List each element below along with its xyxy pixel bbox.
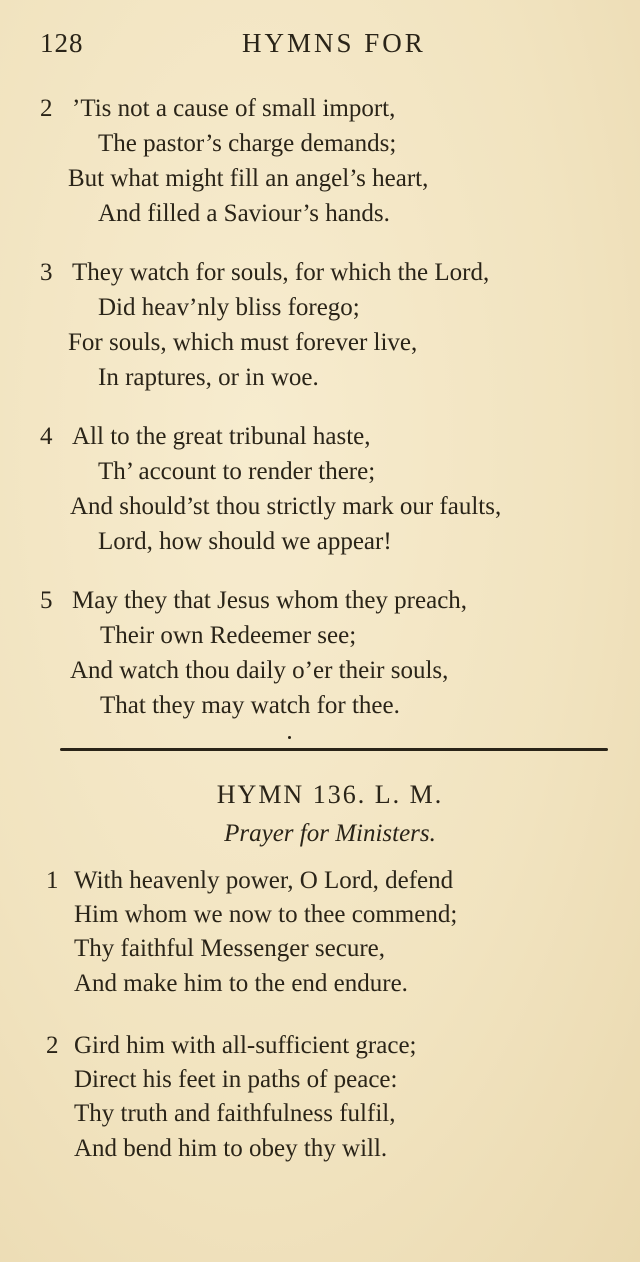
verse-line: In raptures, or in woe. — [98, 364, 319, 391]
verse-line: And filled a Saviour’s hands. — [98, 200, 390, 227]
verse-line: And make him to the end endure. — [74, 970, 408, 997]
verse-line: That they may watch for thee. — [100, 692, 400, 719]
stanza-number: 4 — [40, 423, 53, 450]
verse-line: All to the great tribunal haste, — [72, 423, 371, 450]
verse-line: Direct his feet in paths of peace: — [74, 1066, 398, 1093]
verse-line: Lord, how should we appear! — [98, 528, 392, 555]
section-divider — [60, 748, 608, 751]
verse-line: Th’ account to render there; — [98, 458, 376, 485]
ornament-dot — [288, 736, 291, 739]
verse-line: Him whom we now to thee commend; — [74, 901, 458, 928]
stanza-number: 2 — [40, 95, 53, 122]
verse-line: ’Tis not a cause of small import, — [72, 95, 396, 122]
verse-line: Gird him with all-sufficient grace; — [74, 1032, 417, 1059]
page-number: 128 — [40, 28, 84, 58]
stanza-number: 1 — [46, 867, 59, 894]
stanza-number: 3 — [40, 259, 53, 286]
verse-line: And should’st thou strictly mark our faults, — [70, 493, 502, 520]
verse-line: Thy truth and faithfulness fulfil, — [74, 1100, 396, 1127]
verse-line: And bend him to obey thy will. — [74, 1135, 388, 1162]
verse-line: But what might fill an angel’s heart, — [68, 165, 429, 192]
verse-line: Their own Redeemer see; — [100, 622, 357, 649]
running-head: HYMNS FOR — [242, 28, 426, 58]
verse-line: For souls, which must forever live, — [68, 329, 418, 356]
verse-line: With heavenly power, O Lord, defend — [74, 867, 454, 894]
verse-line: The pastor’s charge demands; — [98, 130, 397, 157]
stanza-number: 2 — [46, 1032, 59, 1059]
hymn-title: HYMN 136. L. M. — [216, 780, 444, 809]
verse-line: They watch for souls, for which the Lord, — [72, 259, 490, 286]
verse-line: Did heav’nly bliss forego; — [98, 294, 360, 321]
verse-line: Thy faithful Messenger secure, — [74, 935, 385, 962]
verse-line: May they that Jesus whom they preach, — [72, 587, 468, 614]
stanza-number: 5 — [40, 587, 53, 614]
verse-line: And watch thou daily o’er their souls, — [70, 657, 449, 684]
page-header — [40, 28, 600, 68]
hymn-subtitle: Prayer for Ministers. — [224, 820, 436, 847]
